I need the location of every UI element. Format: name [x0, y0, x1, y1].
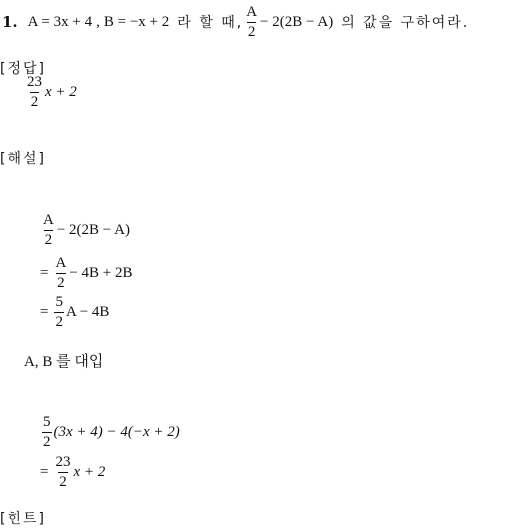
- ask-text: 의 값을 구하여라.: [341, 15, 470, 31]
- problem-statement: [2, 2, 469, 42]
- problem-expression: − 2(2B − A): [260, 13, 334, 30]
- separator: ,: [96, 13, 100, 30]
- denominator: 2: [57, 274, 65, 291]
- solution-line-1-fraction: [42, 213, 55, 248]
- problem-number: 1.: [2, 13, 18, 31]
- solution-label: [해설]: [0, 151, 46, 167]
- denominator: 2: [59, 473, 67, 490]
- substitute-note: A, B 를 대입: [24, 354, 104, 370]
- solution-line-2-rest: − 4B + 2B: [69, 264, 133, 281]
- numerator: A: [43, 211, 54, 228]
- numerator: 5: [43, 413, 51, 430]
- numerator: A: [55, 254, 67, 271]
- solution-line-2: [40, 251, 133, 295]
- solution-line-5: [40, 450, 105, 494]
- solution-line-2-fraction: [54, 256, 67, 291]
- solution-line-5-fraction: [54, 455, 71, 490]
- numerator: 5: [55, 293, 63, 310]
- solution-line-5-rest: x + 2: [73, 463, 106, 480]
- solution-line-3-fraction: [54, 295, 64, 330]
- b-definition: B = −x + 2: [103, 13, 170, 30]
- solution-line-4-rest: (3x + 4) − 4(−x + 2): [53, 423, 180, 440]
- answer-label: [정답]: [0, 61, 46, 77]
- solution-line-1-rest: − 2(2B − A): [56, 221, 131, 238]
- hint-label: [힌트]: [0, 511, 46, 527]
- answer-rest: x + 2: [45, 83, 77, 100]
- equals-sign: =: [40, 303, 49, 320]
- a-definition: A = 3x + 4: [27, 13, 93, 30]
- fraction-numerator: A: [246, 3, 258, 20]
- solution-line-3-rest: A − 4B: [65, 303, 110, 320]
- denominator: 2: [43, 433, 51, 450]
- answer-denominator: 2: [30, 93, 39, 110]
- equals-sign: =: [40, 264, 49, 281]
- solution-line-3: [40, 290, 109, 334]
- numerator: 23: [55, 453, 71, 470]
- solution-line-4: [40, 410, 180, 454]
- denominator: 2: [55, 313, 63, 330]
- solution-line-4-fraction: [42, 415, 52, 450]
- condition-text: 라 할 때,: [177, 15, 244, 31]
- answer-numerator: 23: [27, 73, 42, 90]
- answer-expression: [24, 70, 77, 114]
- problem-fraction: [245, 5, 258, 40]
- fraction-denominator: 2: [247, 23, 256, 40]
- solution-line-1: [40, 208, 130, 252]
- denominator: 2: [44, 231, 53, 248]
- answer-fraction: [26, 75, 43, 110]
- equals-sign: =: [40, 463, 49, 480]
